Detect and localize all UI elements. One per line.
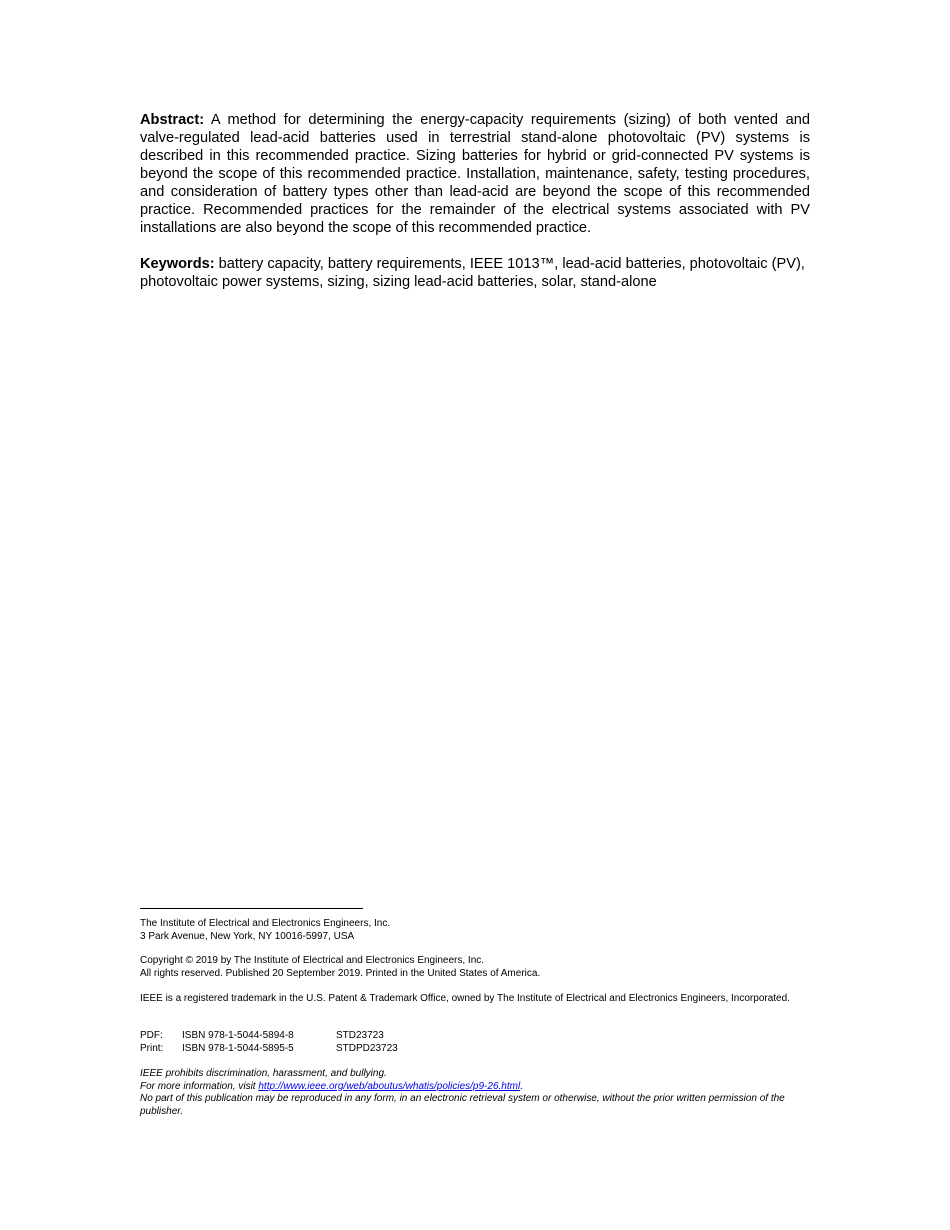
policy-link[interactable]: http://www.ieee.org/web/aboutus/whatis/policies/p9-26.html bbox=[258, 1080, 521, 1092]
rights-line: All rights reserved. Published 20 September 2019. Printed in the United States of America. bbox=[140, 967, 541, 979]
isbn-number: ISBN 978-1-5044-5894-8 bbox=[182, 1030, 294, 1041]
isbn-row-print bbox=[140, 1043, 812, 1056]
policy-info-prefix: For more information, visit bbox=[140, 1080, 259, 1092]
copyright-block bbox=[140, 955, 812, 980]
isbn-code: STDPD23723 bbox=[336, 1042, 398, 1054]
trademark-text: IEEE is a registered trademark in the U.S. Patent & Trademark Office, owned by The Institute of Electrical and Electronics Engineers, Incorporated. bbox=[140, 993, 790, 1004]
isbn-block bbox=[140, 1030, 812, 1055]
copyright-line: Copyright © 2019 by The Institute of Electrical and Electronics Engineers, Inc. bbox=[140, 955, 485, 966]
abstract-text: A method for determining the energy-capacity requirements (sizing) of both vented and valve-regulated lead-acid batteries used in terrestrial stand-alone photovoltaic (PV) systems is described in this recommended practice. Sizing batteries for hybrid or grid-connected PV systems is beyond the scope of this recommended practice. Installation, maintenance, safety, testing procedures, and consideration of battery types other than lead-acid are beyond the scope of this recommended practice. Recommended practices for the remainder of the electrical systems associated with PV installations are also beyond the scope of this recommended practice. bbox=[140, 112, 810, 236]
isbn-row-pdf bbox=[140, 1030, 812, 1043]
reproduction-notice: No part of this publication may be reproduced in any form, in an electronic retrieval system or otherwise, without the prior written permission of the publisher. bbox=[140, 1093, 785, 1117]
isbn-number: ISBN 978-1-5044-5895-5 bbox=[182, 1042, 294, 1054]
abstract-label: Abstract: bbox=[140, 112, 205, 128]
isbn-format: PDF: bbox=[140, 1030, 163, 1041]
footnote-divider bbox=[140, 908, 363, 909]
abstract-paragraph bbox=[140, 111, 810, 237]
publisher-name: The Institute of Electrical and Electronics Engineers, Inc. bbox=[140, 918, 391, 929]
policy-info-suffix: . bbox=[520, 1080, 523, 1092]
publisher-address: 3 Park Avenue, New York, NY 10016-5997, USA bbox=[140, 930, 355, 942]
keywords-paragraph bbox=[140, 255, 810, 291]
policy-info bbox=[140, 1081, 812, 1094]
isbn-format: Print: bbox=[140, 1042, 164, 1054]
isbn-code: STD23723 bbox=[336, 1030, 384, 1041]
keywords-label: Keywords: bbox=[140, 256, 215, 272]
policy-block bbox=[140, 1068, 812, 1118]
publisher-block bbox=[140, 918, 812, 943]
keywords-text: battery capacity, battery requirements, IEEE 1013™, lead-acid batteries, photovoltaic (PV), photovoltaic power systems, sizing, sizing lead-acid batteries, solar, stand-alone bbox=[140, 256, 805, 290]
trademark-notice bbox=[140, 993, 812, 1006]
policy-statement: IEEE prohibits discrimination, harassment, and bullying. bbox=[140, 1068, 387, 1079]
